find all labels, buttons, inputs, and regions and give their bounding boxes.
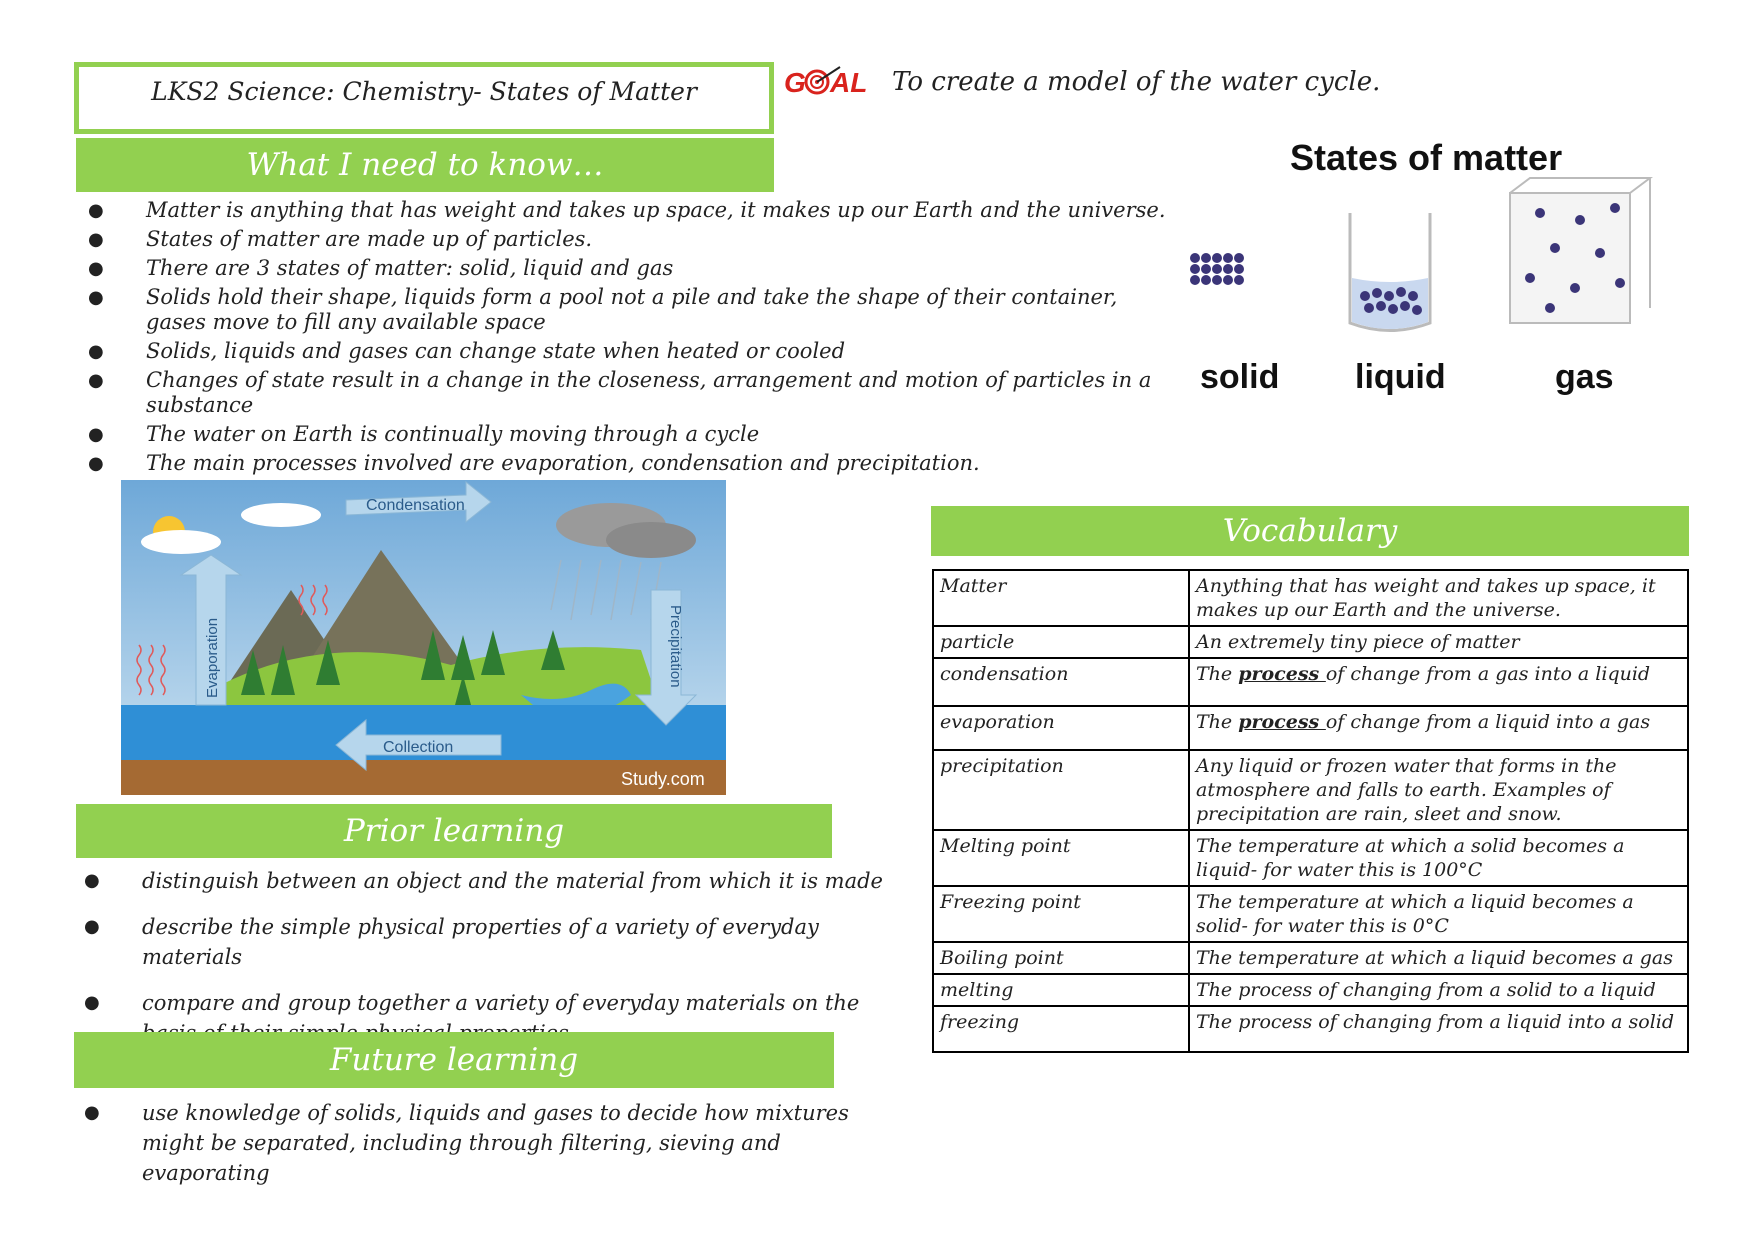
title-box	[74, 62, 774, 134]
svg-text:AL: AL	[830, 67, 868, 98]
condensation-label: Condensation	[366, 497, 465, 514]
table-row	[933, 886, 1688, 942]
table-row	[933, 750, 1688, 830]
goal-logo-icon	[784, 64, 874, 98]
vocab-term: evaporation	[933, 706, 1189, 750]
list-item: ● The main processes involved are evaporation, condensation and precipitation.	[88, 451, 980, 475]
liquid-label: liquid	[1355, 358, 1446, 396]
vocab-definition: The process of changing from a liquid into a solid	[1189, 1006, 1688, 1052]
bullet-icon: ●	[84, 1102, 100, 1123]
list-item: ● describe the simple physical properties of a variety of everyday materials	[142, 912, 902, 972]
list-item: ● use knowledge of solids, liquids and gases to decide how mixtures might be separated, including through filtering, sieving and evaporating	[142, 1098, 912, 1188]
states-figure-title: States of matter	[1290, 137, 1563, 178]
page-title: LKS2 Science: Chemistry- States of Matter	[151, 77, 697, 106]
solid-label: solid	[1200, 358, 1280, 396]
vocab-definition: The process of change from a liquid into a gas	[1189, 706, 1688, 750]
table-row	[933, 658, 1688, 706]
vocab-definition: The process of changing from a solid to a liquid	[1189, 974, 1688, 1006]
vocab-term: precipitation	[933, 750, 1189, 830]
liquid-beaker-icon	[1350, 213, 1430, 331]
list-item: ● distinguish between an object and the material from which it is made	[142, 866, 902, 896]
vocab-definition: Any liquid or frozen water that forms in the atmosphere and falls to earth. Examples of precipitation are rain, sleet and snow.	[1189, 750, 1688, 830]
table-row	[933, 974, 1688, 1006]
table-row	[933, 830, 1688, 886]
prior-learning-heading: Prior learning	[76, 804, 832, 858]
list-item: ● Solids, liquids and gases can change state when heated or cooled	[88, 339, 846, 363]
precipitation-label: Precipitation	[667, 605, 684, 688]
vocabulary-heading: Vocabulary	[931, 506, 1689, 556]
future-learning-list	[84, 1098, 912, 1188]
credit-label: Study.com	[621, 769, 705, 789]
list-item: ● States of matter are made up of particles.	[88, 227, 593, 251]
table-row	[933, 706, 1688, 750]
bullet-icon: ●	[88, 200, 104, 221]
bullet-icon: ●	[84, 916, 100, 937]
bullet-icon: ●	[84, 992, 100, 1013]
table-row	[933, 626, 1688, 658]
solid-particles-icon	[1190, 253, 1244, 285]
bullet-icon: ●	[88, 229, 104, 250]
vocab-definition: The temperature at which a solid becomes a liquid- for water this is 100°C	[1189, 830, 1688, 886]
table-row	[933, 1006, 1688, 1052]
bullet-icon: ●	[88, 370, 104, 391]
collection-label: Collection	[383, 739, 454, 756]
states-of-matter-figure	[1170, 128, 1690, 418]
bullet-icon: ●	[88, 341, 104, 362]
list-item: ● Solids hold their shape, liquids form a pool not a pile and take the shape of their container, gases move to fill any available space	[88, 285, 1118, 334]
evaporation-label: Evaporation	[204, 617, 221, 698]
vocab-term: Melting point	[933, 830, 1189, 886]
vocab-definition: An extremely tiny piece of matter	[1189, 626, 1688, 658]
vocab-term: melting	[933, 974, 1189, 1006]
list-item: ● Matter is anything that has weight and takes up space, it makes up our Earth and the universe.	[88, 198, 1166, 222]
need-to-know-list	[88, 198, 1166, 480]
svg-text:G: G	[784, 67, 806, 98]
need-to-know-heading: What I need to know…	[76, 138, 774, 192]
vocab-term: freezing	[933, 1006, 1189, 1052]
vocab-definition: The temperature at which a liquid becomes a solid- for water this is 0°C	[1189, 886, 1688, 942]
vocab-term: Boiling point	[933, 942, 1189, 974]
vocab-term: condensation	[933, 658, 1189, 706]
water-cycle-illustration	[121, 480, 726, 795]
list-item: ● Changes of state result in a change in the closeness, arrangement and motion of particles in a substance	[88, 368, 1152, 417]
bullet-icon: ●	[84, 870, 100, 891]
bullet-icon: ●	[88, 453, 104, 474]
vocab-definition: Anything that has weight and takes up space, it makes up our Earth and the universe.	[1189, 570, 1688, 626]
gas-box-icon	[1510, 178, 1650, 323]
vocabulary-table	[932, 569, 1689, 1053]
bullet-icon: ●	[88, 424, 104, 445]
list-item: ● The water on Earth is continually moving through a cycle	[88, 422, 760, 446]
table-row	[933, 942, 1688, 974]
vocab-term: particle	[933, 626, 1189, 658]
bullet-icon: ●	[88, 258, 104, 279]
goal-text: To create a model of the water cycle.	[892, 67, 1381, 97]
vocab-definition: The process of change from a gas into a liquid	[1189, 658, 1688, 706]
bullet-icon: ●	[88, 287, 104, 308]
table-row	[933, 570, 1688, 626]
list-item: ● compare and group together a variety of everyday materials on the	[142, 988, 902, 1048]
gas-label: gas	[1555, 358, 1614, 396]
list-item: ● There are 3 states of matter: solid, liquid and gas	[88, 256, 674, 280]
vocab-term: Matter	[933, 570, 1189, 626]
future-learning-heading: Future learning	[74, 1032, 834, 1088]
vocab-term: Freezing point	[933, 886, 1189, 942]
vocab-definition: The temperature at which a liquid becomes a gas	[1189, 942, 1688, 974]
